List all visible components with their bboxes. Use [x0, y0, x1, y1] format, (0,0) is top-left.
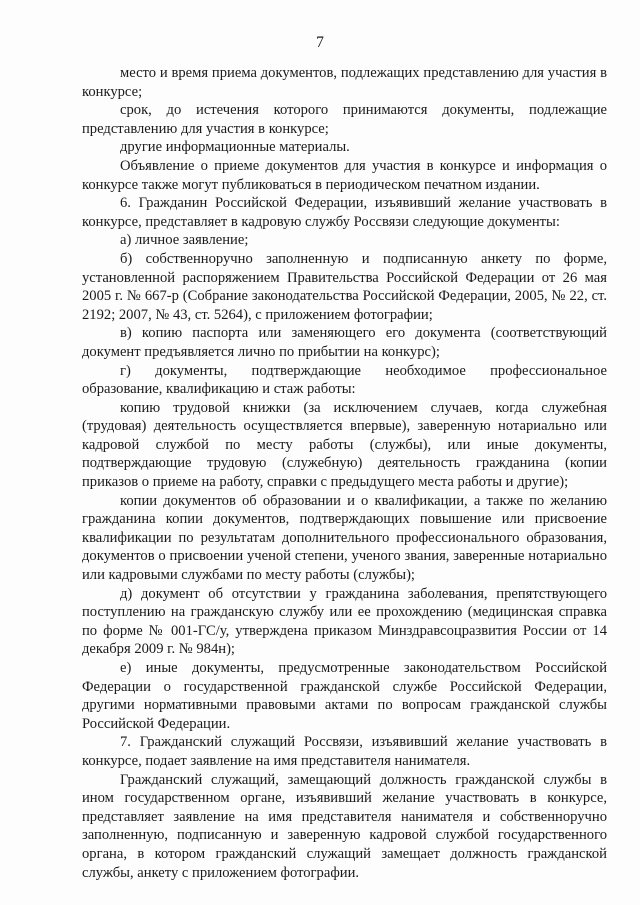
page-number: 7	[316, 34, 324, 51]
paragraph: Гражданский служащий, замещающий должность гражданской службы в ином государственном органе, изъявивший желание участвовать в конкурсе, представляет заявление на имя представителя нанимателя и собственноручно заполненную, подписанную и заверенную кадровой службой государственного органа, в котором гражданский служащий замещает должность гражданской службы, анкету с приложением фотографии.	[82, 771, 607, 881]
paragraph: а) личное заявление;	[120, 232, 249, 249]
paragraph: г) документы, подтверждающие необходимое профессиональное образование, квалификацию и стаж работы:	[82, 362, 607, 398]
paragraph: 7. Гражданский служащий Россвязи, изъявивший желание участвовать в конкурсе, подает заявление на имя представителя нанимателя.	[82, 734, 607, 769]
paragraph: б) собственноручно заполненную и подписанную анкету по форме, установленной распоряжением Правительства Российской Федерации от 26 мая 2005 г. № 667-р (Собрание законодательства Российской Федерации, 2005, № 22, ст. 2192; 2007, № 43, ст. 5264), с приложением фотографии;	[82, 250, 607, 323]
paragraph: е) иные документы, предусмотренные законодательством Российской Федерации о государственной гражданской службе Российской Федерации, другими нормативными правовыми актами по вопросам гражданской службы Российской Федерации.	[82, 660, 607, 732]
paragraph: д) документ об отсутствии у гражданина заболевания, препятствующего поступлению на гражданскую службу или ее прохождению (медицинская справка по форме № 001-ГС/у, утверждена приказом Минздравсоцразвития России от 14 декабря 2009 г. № 984н);	[82, 585, 607, 658]
paragraph: Объявление о приеме документов для участия в конкурсе и информация о конкурсе также могут публиковаться в периодическом печатном издании.	[82, 157, 607, 193]
paragraph: копии документов об образовании и о квалификации, а также по желанию гражданина копии документов, подтверждающих повышение или присвоение квалификации по результатам дополнительного профессионального образования, документов о присвоении ученой степени, ученого звания, заверенные нотариально или кадровыми службами по месту работы (службы);	[82, 492, 607, 584]
paragraph: место и время приема документов, подлежащих представлению для участия в конкурсе;	[82, 65, 607, 100]
paragraph: другие информационные материалы.	[120, 139, 350, 156]
paragraph: копию трудовой книжки (за исключением случаев, когда служебная (трудовая) деятельность осуществляется впервые), заверенную нотариально или кадровой службой по месту работы (службы), или иные документы, подтверждающие трудовую (служебную) деятельность гражданина (копии приказов о приеме на работу, справки с предыдущего места работы и другие);	[82, 399, 607, 491]
paragraph: 6. Гражданин Российской Федерации, изъявивший желание участвовать в конкурсе, представляет в кадровую службу Россвязи следующие документы:	[82, 195, 607, 230]
document-body	[82, 64, 607, 882]
paragraph: в) копию паспорта или заменяющего его документа (соответствующий документ предъявляется лично по прибытии на конкурс);	[82, 325, 607, 360]
paragraph: срок, до истечения которого принимаются документы, подлежащие представлению для участия в конкурсе;	[82, 102, 607, 137]
